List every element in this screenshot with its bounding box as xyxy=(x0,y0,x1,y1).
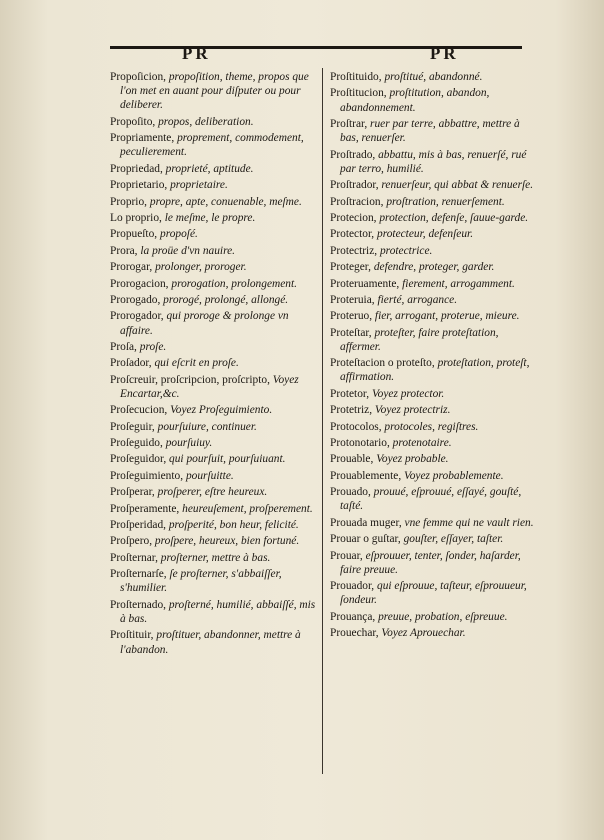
dictionary-entry xyxy=(330,579,534,607)
entry-definition: qui pourſuit, pourſuiuant. xyxy=(166,453,286,466)
entry-definition: proſterner, mettre à bas. xyxy=(157,551,271,564)
entry-headword: Protocolos, xyxy=(330,420,382,433)
entry-headword: Prouador, xyxy=(330,580,375,593)
entry-definition: proſpere, heureux, bien fortuné. xyxy=(152,535,300,548)
entry-definition: proſperer, eſtre heureux. xyxy=(154,486,268,499)
dictionary-entry xyxy=(330,532,534,546)
entry-headword: Proſtrado, xyxy=(330,148,376,161)
entry-definition: prorogation, prolongement. xyxy=(168,277,297,290)
entry-headword: Proſador, xyxy=(110,357,152,370)
dictionary-entry xyxy=(110,70,316,113)
entry-headword: Prorogador, xyxy=(110,310,164,323)
entry-definition: Voyez protector. xyxy=(369,387,445,400)
entry-headword: Prorogacion, xyxy=(110,277,169,290)
entry-headword: Proſperidad, xyxy=(110,519,166,531)
entry-definition: pourſuitte. xyxy=(183,469,234,482)
running-head-left: PR xyxy=(182,44,211,63)
entry-headword: Proprietario, xyxy=(110,179,168,192)
dictionary-entry xyxy=(110,436,316,450)
dictionary-entry xyxy=(330,387,534,401)
dictionary-entry xyxy=(330,86,534,114)
entry-headword: Proſecucion, xyxy=(110,404,168,417)
entry-definition: propoſé. xyxy=(157,228,198,241)
dictionary-entry xyxy=(110,420,316,434)
entry-headword: Prouar, xyxy=(330,549,363,562)
entry-headword: Proteſtacion o proteſto, xyxy=(330,357,435,370)
dictionary-entry xyxy=(330,626,534,640)
entry-definition: prorogé, prolongé, allongé. xyxy=(160,293,289,306)
entry-definition: qui eſcrit en proſe. xyxy=(151,357,239,370)
entry-headword: Proteger, xyxy=(330,261,371,274)
entry-definition: proſtitution, abandon, abandonnement. xyxy=(340,87,490,114)
entry-headword: Proſeguido, xyxy=(110,437,163,450)
dictionary-entry xyxy=(330,277,534,291)
dictionary-entry xyxy=(110,469,316,483)
entry-headword: Propueſto, xyxy=(110,228,158,241)
left-column xyxy=(110,70,316,659)
entry-headword: Prouechar, xyxy=(330,627,379,640)
dictionary-entry xyxy=(330,485,534,513)
dictionary-entry xyxy=(110,227,316,241)
entry-headword: Proteruamente, xyxy=(330,277,400,290)
dictionary-entry xyxy=(330,420,534,434)
entry-definition: Voyez probablemente. xyxy=(401,469,504,482)
entry-headword: Protector, xyxy=(330,228,375,241)
dictionary-entry xyxy=(110,551,316,565)
entry-definition: fierté, arrogance. xyxy=(374,293,458,306)
entry-headword: Protetriz, xyxy=(330,404,373,417)
entry-headword: Protectriz, xyxy=(330,244,378,257)
entry-definition: fierement, arrogamment. xyxy=(399,277,515,290)
entry-headword: Propriedad, xyxy=(110,162,163,175)
entry-definition: Voyez Aprouechar. xyxy=(378,627,466,640)
entry-definition: preuue, probation, eſpreuue. xyxy=(375,610,508,623)
dictionary-entry xyxy=(110,131,316,159)
entry-definition: protecteur, defenſeur. xyxy=(374,228,474,241)
header-rule xyxy=(110,46,522,49)
entry-headword: Proteruo, xyxy=(330,310,373,323)
dictionary-entry xyxy=(110,452,316,466)
entry-definition: ruer par terre, abbattre, mettre à bas, renuerſer. xyxy=(340,117,520,145)
dictionary-entry xyxy=(330,610,534,624)
entry-headword: Proſtituir, xyxy=(110,629,154,642)
entry-definition: proprement, commodement, peculierement. xyxy=(120,132,304,159)
entry-definition: la proüe d'vn nauire. xyxy=(137,244,235,257)
entry-definition: heureuſement, proſperement. xyxy=(179,502,313,515)
entry-definition: vne femme qui ne vault rien. xyxy=(401,516,534,529)
dictionary-entry xyxy=(110,195,316,209)
dictionary-entry xyxy=(330,293,534,307)
entry-definition: le meſme, le propre. xyxy=(161,211,256,224)
dictionary-entry xyxy=(330,148,534,176)
dictionary-entry xyxy=(330,403,534,417)
running-head-right: PR xyxy=(430,44,459,63)
entry-definition: fier, arrogant, proterue, mieure. xyxy=(372,310,520,323)
entry-definition: proſtituer, abandonner, mettre à l'abandon. xyxy=(120,629,301,656)
dictionary-entry xyxy=(330,549,534,577)
entry-headword: Prouada muger, xyxy=(330,516,402,529)
entry-headword: Proſtituido, xyxy=(330,71,382,83)
entry-definition: proſtitué, abandonné. xyxy=(381,71,483,83)
entry-definition: Voyez Encartar,&c. xyxy=(120,373,299,400)
entry-headword: Prorogar, xyxy=(110,261,153,274)
dictionary-entry xyxy=(330,211,534,225)
dictionary-entry xyxy=(330,195,534,209)
entry-headword: Proſtrar, xyxy=(330,117,368,130)
entry-headword: Prouança, xyxy=(330,610,376,623)
entry-headword: Propoſito, xyxy=(110,115,156,128)
entry-definition: gouſter, eſſayer, taſter. xyxy=(400,533,504,546)
entry-headword: Proſa, xyxy=(110,340,137,353)
dictionary-entry xyxy=(110,534,316,548)
dictionary-entry xyxy=(330,260,534,274)
entry-headword: Proſternarſe, xyxy=(110,568,167,581)
entry-definition: Voyez probable. xyxy=(373,453,449,466)
entry-definition: proſtration, renuerſement. xyxy=(383,195,505,208)
dictionary-entry xyxy=(110,518,316,532)
dictionary-entry xyxy=(110,211,316,225)
entry-headword: Lo proprio, xyxy=(110,211,162,224)
dictionary-entry xyxy=(110,244,316,258)
dictionary-entry xyxy=(330,309,534,323)
entry-definition: proſperité, bon heur, felicité. xyxy=(166,519,299,531)
entry-definition: qui eſprouue, taſteur, eſprouueur, ſondeur. xyxy=(340,580,527,607)
entry-headword: Prora, xyxy=(110,244,138,257)
dictionary-entry xyxy=(330,178,534,192)
dictionary-entry xyxy=(110,373,316,401)
entry-headword: Proſtitucion, xyxy=(330,87,387,100)
entry-headword: Proſtracion, xyxy=(330,195,384,208)
entry-headword: Proteſtar, xyxy=(330,326,372,339)
dictionary-entry xyxy=(330,227,534,241)
dictionary-entry xyxy=(330,436,534,450)
dictionary-entry xyxy=(110,628,316,656)
entry-definition: ſe proſterner, s'abbaiſſer, s'humilier. xyxy=(120,568,282,595)
entry-headword: Propoſicion, xyxy=(110,71,167,83)
entry-definition: proſe. xyxy=(136,340,167,353)
dictionary-entry xyxy=(330,356,534,384)
dictionary-entry xyxy=(110,260,316,274)
dictionary-entry xyxy=(110,598,316,626)
dictionary-entry xyxy=(110,340,316,354)
entry-headword: Prouar o guſtar, xyxy=(330,533,401,546)
entry-headword: Protecion, xyxy=(330,211,377,224)
right-column xyxy=(330,70,534,643)
entry-headword: Proſperamente, xyxy=(110,502,180,515)
entry-definition: proprieté, aptitude. xyxy=(162,162,254,175)
entry-headword: Prouable, xyxy=(330,453,374,466)
entry-definition: protenotaire. xyxy=(389,437,452,450)
entry-headword: Proſpero, xyxy=(110,535,153,548)
entry-definition: prouué, eſprouué, eſſayé, gouſté, taſté. xyxy=(340,486,522,513)
entry-definition: Voyez Proſeguimiento. xyxy=(167,404,273,417)
entry-definition: propre, apte, conuenable, meſme. xyxy=(147,195,302,208)
entry-headword: Prorogado, xyxy=(110,293,161,306)
dictionary-entry xyxy=(330,469,534,483)
dictionary-entry xyxy=(110,178,316,192)
entry-definition: propos, deliberation. xyxy=(155,115,254,128)
entry-definition: protection, defenſe, ſauue-garde. xyxy=(376,211,529,224)
entry-headword: Protonotario, xyxy=(330,437,390,450)
entry-definition: proteſtation, proteſt, affirmation. xyxy=(340,357,530,384)
entry-headword: Proſperar, xyxy=(110,486,155,499)
entry-headword: Proteruia, xyxy=(330,293,375,306)
entry-headword: Proſtrador, xyxy=(330,179,379,192)
entry-headword: Proſternado, xyxy=(110,598,166,611)
dictionary-entry xyxy=(110,162,316,176)
dictionary-entry xyxy=(110,485,316,499)
entry-headword: Proſeguimiento, xyxy=(110,469,184,482)
entry-definition: pourſuiure, continuer. xyxy=(154,420,257,433)
entry-definition: defendre, proteger, garder. xyxy=(370,261,495,274)
entry-headword: Proſternar, xyxy=(110,551,158,564)
column-divider xyxy=(322,68,323,774)
entry-definition: proprietaire. xyxy=(167,179,228,192)
entry-definition: Voyez protectriz. xyxy=(372,404,451,417)
entry-headword: Prouado, xyxy=(330,486,371,499)
dictionary-entry xyxy=(330,452,534,466)
entry-definition: renuerſeur, qui abbat & renuerſe. xyxy=(378,179,534,192)
dictionary-entry xyxy=(110,403,316,417)
dictionary-entry xyxy=(330,516,534,530)
dictionary-entry xyxy=(110,309,316,337)
dictionary-entry xyxy=(330,70,534,84)
entry-definition: protocoles, regiſtres. xyxy=(381,420,479,433)
entry-headword: Proſeguir, xyxy=(110,420,155,433)
entry-headword: Propriamente, xyxy=(110,132,175,145)
dictionary-entry xyxy=(330,244,534,258)
dictionary-entry xyxy=(110,293,316,307)
entry-headword: Prouablemente, xyxy=(330,469,402,482)
entry-definition: prolonger, proroger. xyxy=(152,261,247,274)
dictionary-entry xyxy=(110,356,316,370)
dictionary-entry xyxy=(110,567,316,595)
dictionary-entry xyxy=(110,502,316,516)
dictionary-entry xyxy=(110,115,316,129)
entry-headword: Proſeguidor, xyxy=(110,453,167,466)
entry-definition: eſprouuer, tenter, ſonder, haſarder, faire preuue. xyxy=(340,549,521,576)
entry-definition: proſterné, humilié, abbaiſſé, mis à bas. xyxy=(120,598,316,625)
dictionary-entry xyxy=(110,277,316,291)
entry-headword: Protetor, xyxy=(330,387,370,400)
entry-headword: Proſcreuir, proſcripcion, proſcripto, xyxy=(110,373,270,386)
dictionary-entry xyxy=(330,326,534,354)
entry-definition: propoſition, theme, propos que l'on met en auant pour diſputer ou pour deliberer. xyxy=(120,71,309,112)
entry-definition: protectrice. xyxy=(377,244,433,257)
entry-definition: abbattu, mis à bas, renuerſé, rué par terro, humilié. xyxy=(340,148,527,175)
entry-definition: pourſuiuy. xyxy=(162,437,213,450)
dictionary-entry xyxy=(330,117,534,145)
entry-definition: proteſter, faire proteſtation, affermer. xyxy=(340,326,499,353)
entry-headword: Proprio, xyxy=(110,195,148,208)
entry-definition: qui proroge & prolonge vn affaire. xyxy=(120,310,289,337)
